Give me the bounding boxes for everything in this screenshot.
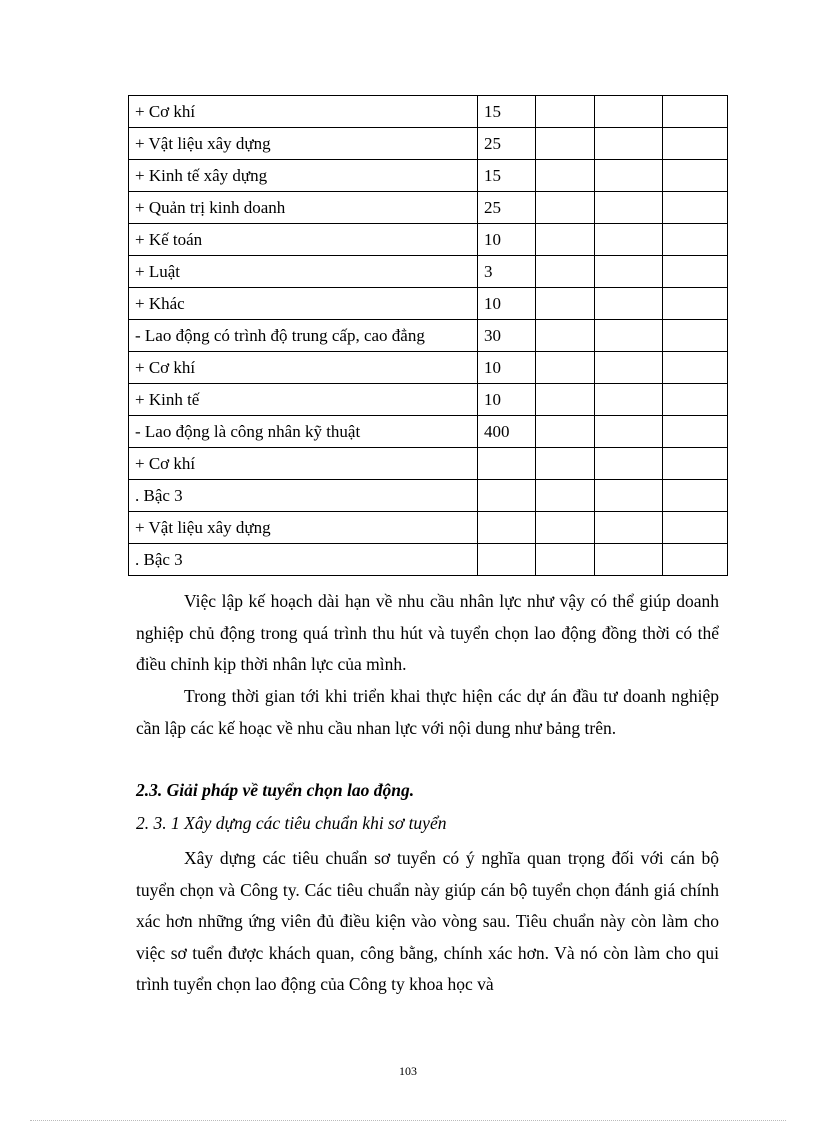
empty-cell (595, 288, 663, 320)
row-value-cell: 30 (478, 320, 536, 352)
workforce-plan-table (128, 95, 728, 576)
empty-cell (536, 192, 595, 224)
table-row (129, 320, 728, 352)
empty-cell (595, 160, 663, 192)
row-label-cell: - Lao động có trình độ trung cấp, cao đẳng (129, 320, 478, 352)
page-bottom-divider (30, 1120, 786, 1121)
empty-cell (536, 448, 595, 480)
table-row (129, 512, 728, 544)
empty-cell (595, 192, 663, 224)
empty-cell (595, 512, 663, 544)
empty-cell (663, 416, 728, 448)
empty-cell (595, 96, 663, 128)
row-label-cell: + Kinh tế (129, 384, 478, 416)
empty-cell (595, 544, 663, 576)
table-row (129, 128, 728, 160)
table-row (129, 352, 728, 384)
empty-cell (536, 96, 595, 128)
paragraph-upcoming-projects: Trong thời gian tới khi triển khai thực hiện các dự án đầu tư doanh nghiệp cần lập các kế hoạc về nhu cầu nhan lực với nội dung như bảng trên. (136, 686, 719, 738)
table-row (129, 384, 728, 416)
empty-cell (536, 512, 595, 544)
table-row (129, 288, 728, 320)
row-value-cell (478, 480, 536, 512)
row-label-cell: + Cơ khí (129, 448, 478, 480)
empty-cell (663, 320, 728, 352)
row-value-cell: 25 (478, 192, 536, 224)
empty-cell (595, 128, 663, 160)
table-body (129, 96, 728, 576)
row-value-cell: 3 (478, 256, 536, 288)
empty-cell (536, 544, 595, 576)
row-value-cell: 10 (478, 352, 536, 384)
empty-cell (595, 384, 663, 416)
table-row (129, 96, 728, 128)
row-label-cell: . Bậc 3 (129, 480, 478, 512)
section-heading: 2.3. Giải pháp về tuyển chọn lao động. (136, 780, 415, 800)
subsection-heading: 2. 3. 1 Xây dựng các tiêu chuẩn khi sơ tuyển (136, 813, 447, 833)
table-row (129, 224, 728, 256)
empty-cell (663, 480, 728, 512)
empty-cell (536, 128, 595, 160)
row-label-cell: + Kế toán (129, 224, 478, 256)
table-row (129, 416, 728, 448)
table-row (129, 192, 728, 224)
empty-cell (536, 416, 595, 448)
row-label-cell: + Cơ khí (129, 352, 478, 384)
empty-cell (595, 416, 663, 448)
empty-cell (663, 256, 728, 288)
paragraph-screening-criteria: Xây dựng các tiêu chuẩn sơ tuyển có ý nghĩa quan trọng đối với cán bộ tuyển chọn và Công ty. Các tiêu chuẩn này giúp cán bộ tuyển chọn đánh giá chính xác hơn những ứng viên đủ điều kiện vào vòng sau. Tiêu chuẩn này còn làm cho việc sơ tuển được khách quan, công bằng, chính xác hơn. Và nó còn làm cho qui trình tuyển chọn lao động của Công ty khoa học và (136, 848, 719, 994)
empty-cell (663, 512, 728, 544)
empty-cell (536, 352, 595, 384)
row-value-cell: 15 (478, 96, 536, 128)
row-value-cell: 15 (478, 160, 536, 192)
empty-cell (536, 224, 595, 256)
empty-cell (595, 480, 663, 512)
row-value-cell (478, 544, 536, 576)
page-number: 103 (399, 1064, 417, 1078)
row-label-cell: - Lao động là công nhân kỹ thuật (129, 416, 478, 448)
empty-cell (595, 256, 663, 288)
row-value-cell: 10 (478, 384, 536, 416)
row-label-cell: + Quản trị kinh doanh (129, 192, 478, 224)
row-label-cell: + Vật liệu xây dựng (129, 128, 478, 160)
row-label-cell: + Cơ khí (129, 96, 478, 128)
empty-cell (536, 256, 595, 288)
empty-cell (595, 352, 663, 384)
row-label-cell: + Vật liệu xây dựng (129, 512, 478, 544)
row-label-cell: . Bậc 3 (129, 544, 478, 576)
empty-cell (595, 448, 663, 480)
table-row (129, 448, 728, 480)
empty-cell (595, 320, 663, 352)
empty-cell (663, 448, 728, 480)
row-label-cell: + Kinh tế xây dựng (129, 160, 478, 192)
table-row (129, 160, 728, 192)
empty-cell (663, 224, 728, 256)
empty-cell (595, 224, 663, 256)
empty-cell (536, 160, 595, 192)
empty-cell (663, 128, 728, 160)
empty-cell (663, 384, 728, 416)
paragraph-long-term-planning: Việc lập kế hoạch dài hạn về nhu cầu nhân lực như vậy có thể giúp doanh nghiệp chủ động trong quá trình thu hút và tuyển chọn lao động đồng thời có thể điều chỉnh kịp thời nhân lực của mình. (136, 591, 719, 674)
row-value-cell (478, 512, 536, 544)
row-label-cell: + Luật (129, 256, 478, 288)
table-row (129, 256, 728, 288)
empty-cell (536, 288, 595, 320)
row-label-cell: + Khác (129, 288, 478, 320)
empty-cell (536, 320, 595, 352)
table-row (129, 480, 728, 512)
empty-cell (663, 288, 728, 320)
row-value-cell: 10 (478, 224, 536, 256)
row-value-cell: 400 (478, 416, 536, 448)
empty-cell (663, 160, 728, 192)
row-value-cell: 10 (478, 288, 536, 320)
empty-cell (663, 352, 728, 384)
empty-cell (663, 544, 728, 576)
empty-cell (663, 96, 728, 128)
empty-cell (536, 384, 595, 416)
row-value-cell (478, 448, 536, 480)
table-row (129, 544, 728, 576)
empty-cell (536, 480, 595, 512)
empty-cell (663, 192, 728, 224)
row-value-cell: 25 (478, 128, 536, 160)
